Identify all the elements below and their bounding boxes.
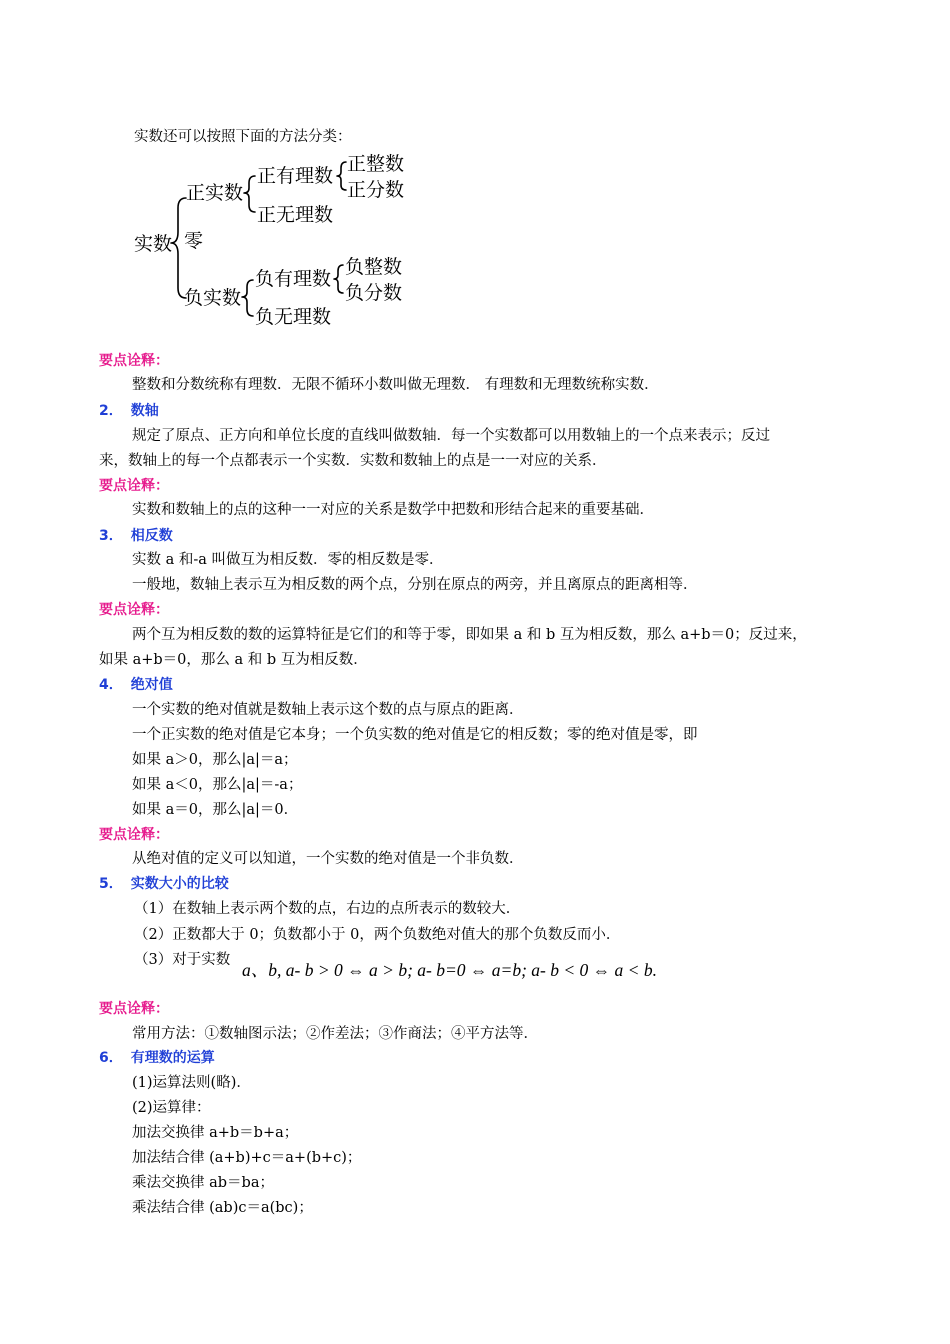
class-positive: 正实数 [186, 182, 244, 204]
class-pos-rational: 正有理数 [257, 165, 334, 187]
paragraph: 加法结合律 (a+b)+c＝a+(b+c)； [132, 1150, 362, 1166]
section-number: 6． [99, 1050, 123, 1066]
positive-brace [244, 176, 255, 212]
class-pos-integer: 正整数 [347, 153, 405, 175]
note-text: 常用方法：①数轴图示法；②作差法；③作商法；④平方法等． [132, 1026, 538, 1042]
class-real: 实数 [134, 233, 173, 255]
paragraph: （1）在数轴上表示两个数的点，右边的点所表示的数较大． [134, 901, 521, 917]
paragraph: 乘法交换律 ab＝ba； [132, 1175, 274, 1191]
class-zero: 零 [184, 230, 204, 252]
class-pos-fraction: 正分数 [347, 179, 405, 201]
paragraph: 如果 a＜0，那么|a|＝-a； [132, 777, 303, 793]
note-label: 要点诠释： [99, 353, 169, 369]
paragraph: 如果 a＝0，那么|a|＝0． [132, 802, 299, 818]
paragraph: 实数 a 和-a 叫做互为相反数．零的相反数是零． [132, 552, 444, 568]
pos-rational-brace [337, 162, 346, 190]
note-text: 实数和数轴上的点的这种一一对应的关系是数学中把数和形结合起来的重要基础． [132, 502, 654, 518]
class-neg-rational: 负有理数 [255, 268, 332, 290]
paragraph: （2）正数都大于 0；负数都小于 0，两个负数绝对值大的那个负数反而小． [134, 927, 621, 943]
note-label: 要点诠释： [99, 1001, 169, 1017]
classification-braces [0, 0, 950, 340]
section-number: 2． [99, 403, 123, 419]
class-neg-integer: 负整数 [345, 256, 403, 278]
section-number: 4． [99, 677, 123, 693]
note-text: 如果 a+b＝0，那么 a 和 b 互为相反数． [99, 652, 368, 668]
class-neg-fraction: 负分数 [345, 282, 403, 304]
note-label: 要点诠释： [99, 478, 169, 494]
note-text: 整数和分数统称有理数．无限不循环小数叫做无理数． 有理数和无理数统称实数． [132, 377, 659, 393]
section-title: 绝对值 [130, 677, 173, 693]
class-neg-irrational: 负无理数 [255, 306, 332, 328]
paragraph: (2)运算律： [132, 1100, 211, 1116]
section-heading [99, 1048, 215, 1068]
note-label: 要点诠释： [99, 602, 169, 618]
note-text: 两个互为相反数的数的运算特征是它们的和等于零，即如果 a 和 b 互为相反数，那么 a+b＝0；反过来， [132, 627, 807, 643]
paragraph: （3）对于实数 [134, 952, 231, 968]
section-heading [99, 874, 229, 894]
paragraph: 乘法结合律 (ab)c＝a(bc)； [132, 1200, 313, 1216]
section-title: 实数大小的比较 [130, 876, 229, 892]
section-heading [99, 675, 173, 695]
paragraph: 加法交换律 a+b＝b+a； [132, 1125, 299, 1141]
class-negative: 负实数 [184, 287, 242, 309]
section-title: 相反数 [130, 528, 173, 544]
note-label: 要点诠释： [99, 827, 169, 843]
intro-text: 实数还可以按照下面的方法分类： [134, 129, 352, 145]
comparison-formula: a、b, a- b > 0 ⇔ a > b; a- b=0 ⇔ a=b; a- b < 0 ⇔ a < b. [242, 960, 657, 980]
paragraph: 一般地，数轴上表示互为相反数的两个点，分别在原点的两旁，并且离原点的距离相等． [132, 577, 698, 593]
paragraph: 如果 a＞0，那么|a|＝a； [132, 752, 298, 768]
paragraph: 来，数轴上的每一个点都表示一个实数．实数和数轴上的点是一一对应的关系． [99, 453, 607, 469]
negative-brace [242, 280, 253, 316]
section-heading [99, 401, 159, 421]
paragraph: 一个正实数的绝对值是它本身；一个负实数的绝对值是它的相反数；零的绝对值是零，即 [132, 727, 698, 743]
section-title: 有理数的运算 [130, 1050, 215, 1066]
section-heading [99, 526, 173, 546]
section-number: 3． [99, 528, 123, 544]
note-text: 从绝对值的定义可以知道，一个实数的绝对值是一个非负数． [132, 851, 524, 867]
paragraph: 一个实数的绝对值就是数轴上表示这个数的点与原点的距离． [132, 702, 524, 718]
class-pos-irrational: 正无理数 [257, 204, 334, 226]
neg-rational-brace [334, 265, 343, 293]
section-title: 数轴 [130, 403, 159, 419]
paragraph: (1)运算法则(略)． [132, 1075, 251, 1091]
section-number: 5． [99, 876, 123, 892]
paragraph: 规定了原点、正方向和单位长度的直线叫做数轴．每一个实数都可以用数轴上的一个点来表示；反过 [132, 428, 770, 444]
